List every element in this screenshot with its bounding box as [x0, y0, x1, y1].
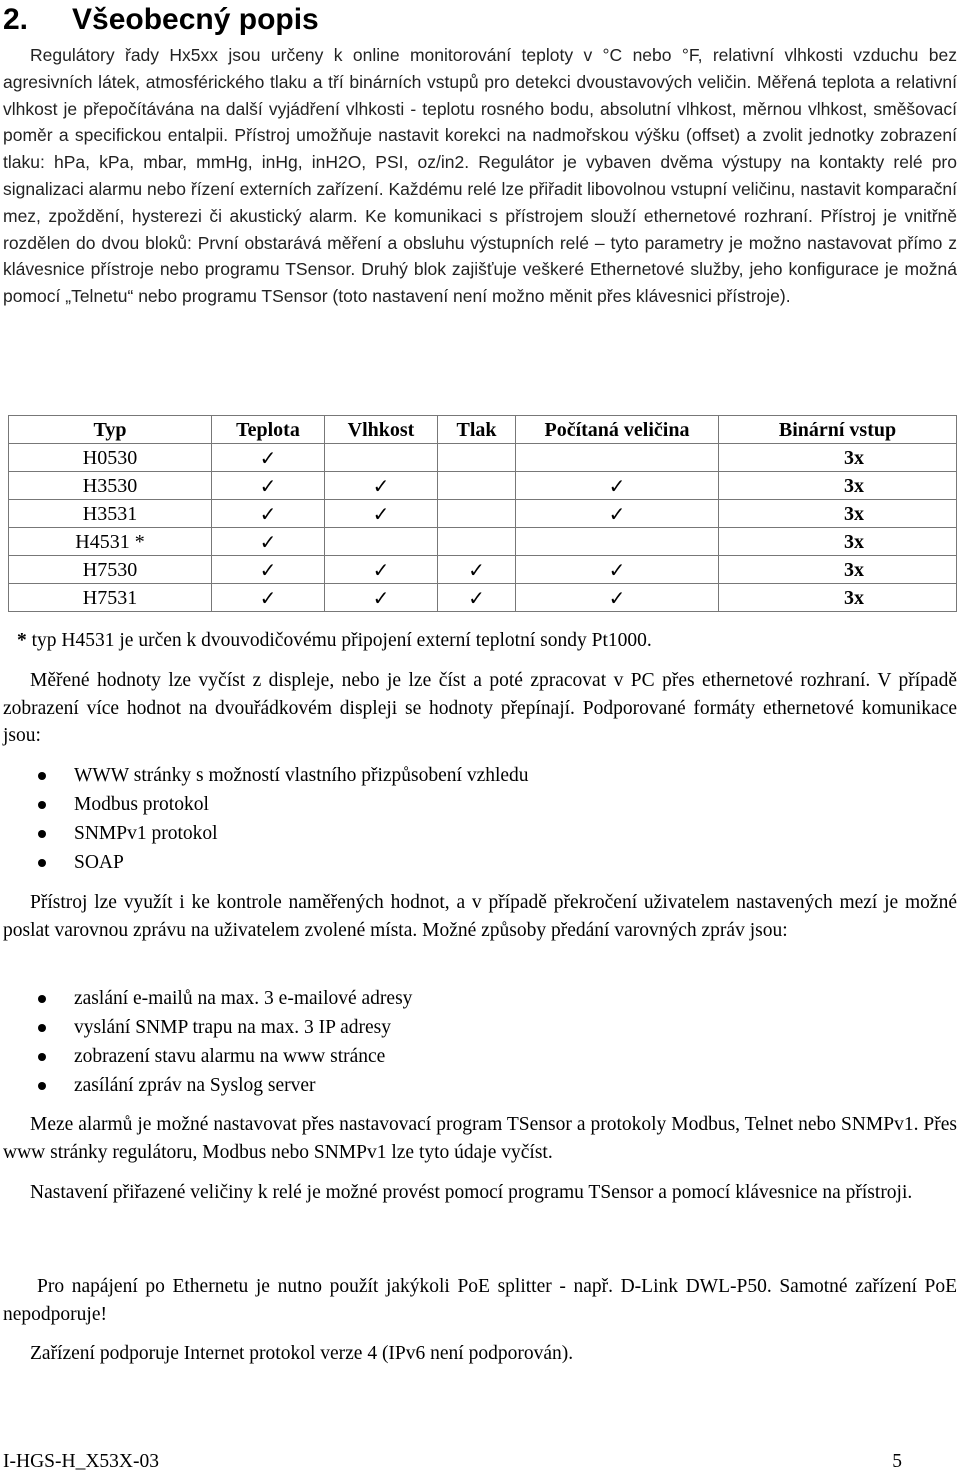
check-icon: ✓	[212, 584, 325, 612]
header-typ: Typ	[9, 416, 212, 444]
bullet-icon	[38, 1053, 46, 1061]
table-header-row	[9, 416, 957, 444]
cell-pocitana	[516, 444, 719, 472]
alarm-paragraph	[3, 889, 957, 944]
table-row	[9, 528, 957, 556]
check-icon: ✓	[212, 500, 325, 528]
bullet-icon	[38, 772, 46, 780]
table-row	[9, 584, 957, 612]
check-icon: ✓	[516, 556, 719, 584]
check-icon: ✓	[212, 472, 325, 500]
ip-text: Zařízení podporuje Internet protokol verze 4 (IPv6 není podporován).	[30, 1343, 574, 1364]
check-icon: ✓	[212, 444, 325, 472]
cell-typ: H3530	[9, 472, 212, 500]
cell-binarni: 3x	[719, 444, 957, 472]
table-row	[9, 472, 957, 500]
list-item-text: zobrazení stavu alarmu na www stránce	[74, 1046, 386, 1067]
check-icon: ✓	[325, 556, 438, 584]
list-item	[0, 984, 412, 1013]
readout-text: Měřené hodnoty lze vyčíst z displeje, nebo je lze číst a poté zpracovat v PC přes ethernetové rozhraní. V případě zobrazení více hodnot na dvouřádkovém displeji se hodnoty přepínají. Podporované formáty ethernetové komunikace jsou:	[3, 670, 957, 746]
cell-binarni: 3x	[719, 528, 957, 556]
table-row	[9, 444, 957, 472]
intro-text: Regulátory řady Hx5xx jsou určeny k online monitorování teploty v °C nebo °F, relativní vlhkosti vzduchu bez agresivních látek, atmosférického tlaku a tří binárních vstupů pro detekci dvoustavových veličin. Měřená teplota a relativní vlhkost je přepočítávána na další vyjádření vlhkosti - teplotu rosného bodu, absolutní vlhkost, měrnou vlhkost, směšovací poměr a specifickou entalpii. Přístroj umožňuje nastavit korekci na nadmořskou výšku (offset) a zvolit jednotky zobrazení tlaku: hPa, kPa, mbar, mmHg, inHg, inH2O, PSI, oz/in2. Regulátor je vybaven dvěma výstupy na kontakty relé pro signalizaci alarmu nebo řízení externích zařízení. Každému relé lze přiřadit libovolnou vstupní veličinu, nastavit komparační mez, zpoždění, hysterezi či akustický alarm. Ke komunikaci s přístrojem slouží ethernetové rozhraní. Přístroj je vnitřně rozdělen do dvou bloků: První obstarává měření a obsluhu výstupních relé – tyto parametry je možno nastavovat přímo z klávesnice přístroje nebo programu TSensor. Druhý blok zajišťuje veškeré Ethernetové služby, jeho konfigurace je možná pomocí „Telnetu“ nebo programu TSensor (toto nastavení není možno měnit přes klávesnici přístroje).	[3, 45, 957, 307]
footnote-text: typ H4531 je určen k dvouvodičovému připojení externí teplotní sondy Pt1000.	[26, 630, 652, 651]
header-teplota: Teplota	[212, 416, 325, 444]
cell-binarni: 3x	[719, 472, 957, 500]
list-item	[0, 848, 529, 877]
cell-tlak	[438, 444, 516, 472]
bullet-icon	[38, 1082, 46, 1090]
section-title: Všeobecný popis	[72, 3, 319, 36]
list-item	[0, 1042, 412, 1071]
check-icon: ✓	[516, 472, 719, 500]
list-item-text: SNMPv1 protokol	[74, 823, 218, 844]
list-item-text: Modbus protokol	[74, 794, 209, 815]
footnote-star: *	[17, 630, 27, 651]
poe-paragraph	[3, 1273, 957, 1328]
check-icon: ✓	[516, 500, 719, 528]
list-item	[0, 819, 529, 848]
cell-tlak	[438, 472, 516, 500]
header-binarni: Binární vstup	[719, 416, 957, 444]
cell-vlhkost	[325, 444, 438, 472]
list-item	[0, 1071, 412, 1100]
check-icon: ✓	[325, 500, 438, 528]
cell-vlhkost	[325, 528, 438, 556]
header-vlhkost: Vlhkost	[325, 416, 438, 444]
section-number: 2.	[3, 3, 29, 36]
cell-binarni: 3x	[719, 556, 957, 584]
limits-text: Meze alarmů je možné nastavovat přes nastavovací program TSensor a protokoly Modbus, Telnet nebo SNMPv1. Přes www stránky regulátoru, Modbus nebo SNMPv1 lze tyto údaje vyčíst.	[3, 1114, 957, 1163]
header-tlak: Tlak	[438, 416, 516, 444]
model-table	[8, 415, 957, 612]
cell-typ: H4531 *	[9, 528, 212, 556]
formats-list	[0, 761, 529, 877]
cell-binarni: 3x	[719, 584, 957, 612]
relay-paragraph	[3, 1179, 957, 1207]
bullet-icon	[38, 859, 46, 867]
list-item-text: vyslání SNMP trapu na max. 3 IP adresy	[74, 1017, 392, 1038]
ip-paragraph	[3, 1340, 957, 1368]
limits-paragraph	[3, 1111, 957, 1166]
check-icon: ✓	[212, 556, 325, 584]
cell-tlak	[438, 528, 516, 556]
intro-paragraph	[3, 42, 957, 310]
list-item	[0, 790, 529, 819]
footer-page-number: 5	[892, 1451, 902, 1472]
list-item	[0, 1013, 412, 1042]
bullet-icon	[38, 995, 46, 1003]
bullet-icon	[38, 801, 46, 809]
cell-binarni: 3x	[719, 500, 957, 528]
cell-typ: H7530	[9, 556, 212, 584]
readout-paragraph	[3, 667, 957, 750]
header-pocitana: Počítaná veličina	[516, 416, 719, 444]
check-icon: ✓	[516, 584, 719, 612]
footer-document-id: I-HGS-H_X53X-03	[3, 1451, 159, 1472]
check-icon: ✓	[438, 556, 516, 584]
table-footnote	[17, 627, 652, 654]
bullet-icon	[38, 1024, 46, 1032]
bullet-icon	[38, 830, 46, 838]
alarm-methods-list	[0, 984, 412, 1100]
check-icon: ✓	[212, 528, 325, 556]
cell-typ: H0530	[9, 444, 212, 472]
cell-tlak	[438, 500, 516, 528]
cell-pocitana	[516, 528, 719, 556]
list-item-text: WWW stránky s možností vlastního přizpůsobení vzhledu	[74, 765, 529, 786]
table-row	[9, 556, 957, 584]
cell-typ: H7531	[9, 584, 212, 612]
list-item-text: SOAP	[74, 852, 124, 873]
relay-text: Nastavení přiřazené veličiny k relé je možné provést pomocí programu TSensor a pomocí klávesnice na přístroji.	[30, 1182, 913, 1203]
alarm-text: Přístroj lze využít i ke kontrole naměřených hodnot, a v případě překročení uživatelem nastavených mezí je možné poslat varovnou zprávu na uživatelem zvolené místa. Možné způsoby předání varovných zpráv jsou:	[3, 892, 957, 941]
check-icon: ✓	[325, 472, 438, 500]
poe-text: Pro napájení po Ethernetu je nutno použít jakýkoli PoE splitter - např. D-Link DWL-P50. Samotné zařízení PoE nepodporuje!	[3, 1276, 957, 1325]
cell-typ: H3531	[9, 500, 212, 528]
list-item-text: zaslání e-mailů na max. 3 e-mailové adresy	[74, 988, 413, 1009]
list-item	[0, 761, 529, 790]
list-item-text: zasílání zpráv na Syslog server	[74, 1075, 316, 1096]
check-icon: ✓	[438, 584, 516, 612]
table-row	[9, 500, 957, 528]
check-icon: ✓	[325, 584, 438, 612]
section-heading	[3, 2, 319, 38]
